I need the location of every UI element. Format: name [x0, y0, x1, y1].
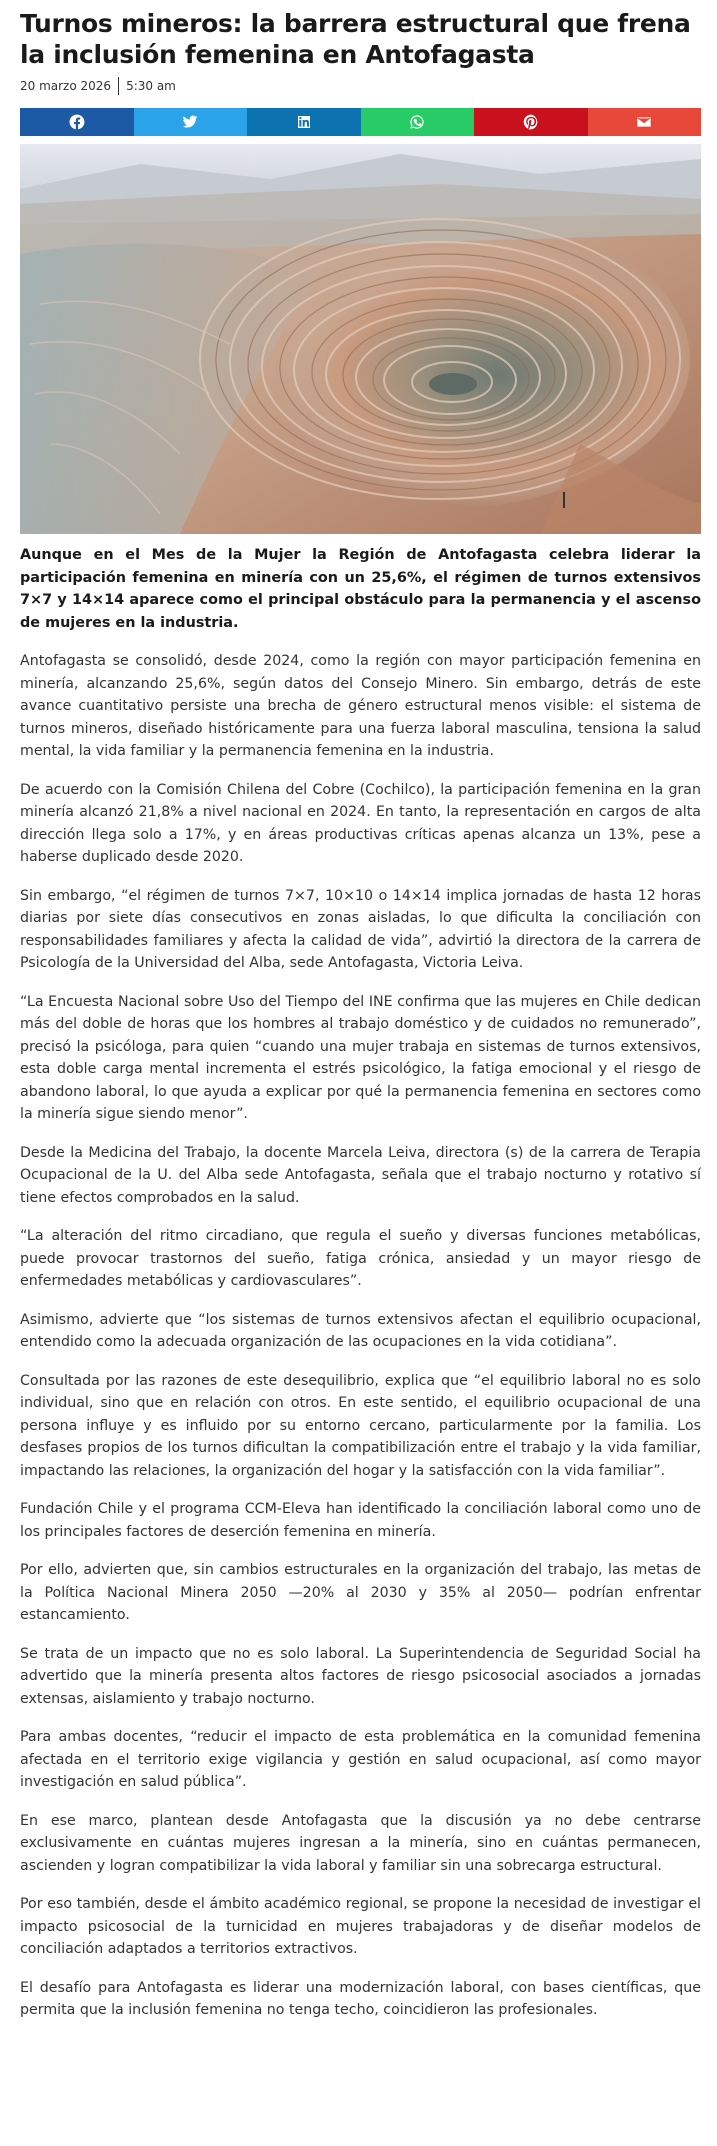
mine-photo	[20, 144, 701, 534]
body-paragraph: Fundación Chile y el programa CCM-Eleva han identificado la conciliación laboral como uno de los principales factores de deserción femenina en minería.	[20, 1501, 701, 1540]
body-paragraph: Sin embargo, “el régimen de turnos 7×7, 10×10 o 14×14 implica jornadas de hasta 12 horas diarias por siete días consecutivos en zonas aisladas, lo que dificulta la conciliación con responsabilidades familiares y afecta la calidad de vida”, advirtió la directora de la carrera de Psicología de la Universidad del Alba, sede Antofagasta, Victoria Leiva.	[20, 887, 701, 971]
body-paragraph: Por ello, advierten que, sin cambios estructurales en la organización del trabajo, las metas de la Política Nacional Minera 2050 —20% al 2030 y 35% al 2050— podrían enfrentar estancamiento.	[20, 1562, 701, 1623]
twitter-icon	[182, 114, 198, 130]
body-paragraph: Asimismo, advierte que “los sistemas de turnos extensivos afectan el equilibrio ocupacional, entendido como la adecuada organización de las ocupaciones en la vida cotidiana”.	[20, 1311, 701, 1350]
body-paragraph: Se trata de un impacto que no es solo laboral. La Superintendencia de Seguridad Social ha advertido que la minería presenta altos factores de riesgo psicosocial asociados a jornadas extensas, aislamiento y trabajo nocturno.	[20, 1645, 701, 1707]
body-paragraph: En ese marco, plantean desde Antofagasta que la discusión ya no debe centrarse exclusivamente en cuántas mujeres ingresan a la minería, sino en cuántas permanecen, ascienden y logran compatibilizar la vida laboral y familiar sin una sobrecarga estructural.	[20, 1812, 701, 1874]
article-lead: Aunque en el Mes de la Mujer la Región de Antofagasta celebra liderar la participación femenina en minería con un 25,6%, el régimen de turnos extensivos 7×7 y 14×14 aparece como el principal obstáculo para la permanencia y el ascenso de mujeres en la industria.	[20, 547, 701, 631]
share-whatsapp-button[interactable]	[361, 108, 475, 136]
article-time: 5:30 am	[126, 79, 176, 93]
share-bar	[20, 108, 701, 136]
share-facebook-button[interactable]	[20, 108, 134, 136]
body-paragraph: “La Encuesta Nacional sobre Uso del Tiempo del INE confirma que las mujeres en Chile dedican más del doble de horas que los hombres al trabajo doméstico y de cuidados no remunerado”, precisó la psicóloga, para quien “cuando una mujer trabaja en sistemas de turnos extensivos, esta doble carga mental incrementa el estrés psicológico, la fatiga emocional y el riesgo de abandono laboral, lo que ayuda a explicar por qué la permanencia femenina en sectores como la minería sigue siendo menor”.	[20, 993, 701, 1122]
facebook-icon	[69, 114, 85, 130]
article-title: Turnos mineros: la barrera estructural que frena la inclusión femenina en Antofagasta	[20, 9, 691, 69]
share-email-button[interactable]	[588, 108, 702, 136]
pinterest-icon	[523, 114, 539, 130]
article-date: 20 marzo 2026	[20, 79, 112, 93]
whatsapp-icon	[409, 114, 425, 130]
email-icon	[636, 114, 652, 130]
body-paragraph: Por eso también, desde el ámbito académico regional, se propone la necesidad de investigar el impacto psicosocial de la turnicidad en mujeres trabajadoras y de diseñar modelos de conciliación adaptados a territorios extractivos.	[20, 1896, 701, 1957]
body-paragraph: El desafío para Antofagasta es liderar una modernización laboral, con bases científicas, que permita que la inclusión femenina no tenga techo, coincidieron las profesionales.	[20, 1979, 701, 2018]
body-paragraph: Consultada por las razones de este desequilibrio, explica que “el equilibrio laboral no es solo individual, sino que en relación con otros. En este sentido, el equilibrio ocupacional de una persona influye y es influido por su entorno cercano, particularmente por la familia. Los desfases propios de los turnos dificultan la compatibilización entre el trabajo y la vida familiar, impactando las relaciones, la organización del hogar y la satisfacción con la vida familiar”.	[20, 1372, 701, 1479]
body-paragraph: Desde la Medicina del Trabajo, la docente Marcela Leiva, directora (s) de la carrera de Terapia Ocupacional de la U. del Alba sede Antofagasta, señala que el trabajo nocturno y rotativo sí tiene efectos comprobados en la salud.	[20, 1144, 701, 1206]
share-linkedin-button[interactable]	[247, 108, 361, 136]
article-meta	[20, 74, 701, 98]
article-body	[20, 650, 701, 2022]
linkedin-icon	[296, 114, 312, 130]
body-paragraph: Para ambas docentes, “reducir el impacto de esta problemática en la comunidad femenina afectada en el territorio exige vigilancia y gestión en salud ocupacional, así como mayor investigación en salud pública”.	[20, 1729, 701, 1790]
article	[20, 0, 701, 2022]
share-twitter-button[interactable]	[134, 108, 248, 136]
body-paragraph: “La alteración del ritmo circadiano, que regula el sueño y diversas funciones metabólicas, puede provocar trastornos del sueño, fatiga crónica, ansiedad y un mayor riesgo de enfermedades metabólicas y cardiovasculares”.	[20, 1228, 701, 1289]
body-paragraph: Antofagasta se consolidó, desde 2024, como la región con mayor participación femenina en minería, alcanzando 25,6%, según datos del Consejo Minero. Sin embargo, detrás de este avance cuantitativo persiste una brecha de género estructural menos visible: el sistema de turnos mineros, diseñado históricamente para una fuerza laboral masculina, tensiona la salud mental, la vida familiar y la permanencia femenina en la industria.	[20, 653, 701, 759]
meta-divider	[118, 77, 119, 95]
share-pinterest-button[interactable]	[474, 108, 588, 136]
body-paragraph: De acuerdo con la Comisión Chilena del Cobre (Cochilco), la participación femenina en la gran minería alcanzó 21,8% a nivel nacional en 2024. En tanto, la representación en cargos de alta dirección llega solo a 17%, y en áreas productivas críticas apenas alcanza un 13%, pese a haberse duplicado desde 2020.	[20, 781, 701, 865]
